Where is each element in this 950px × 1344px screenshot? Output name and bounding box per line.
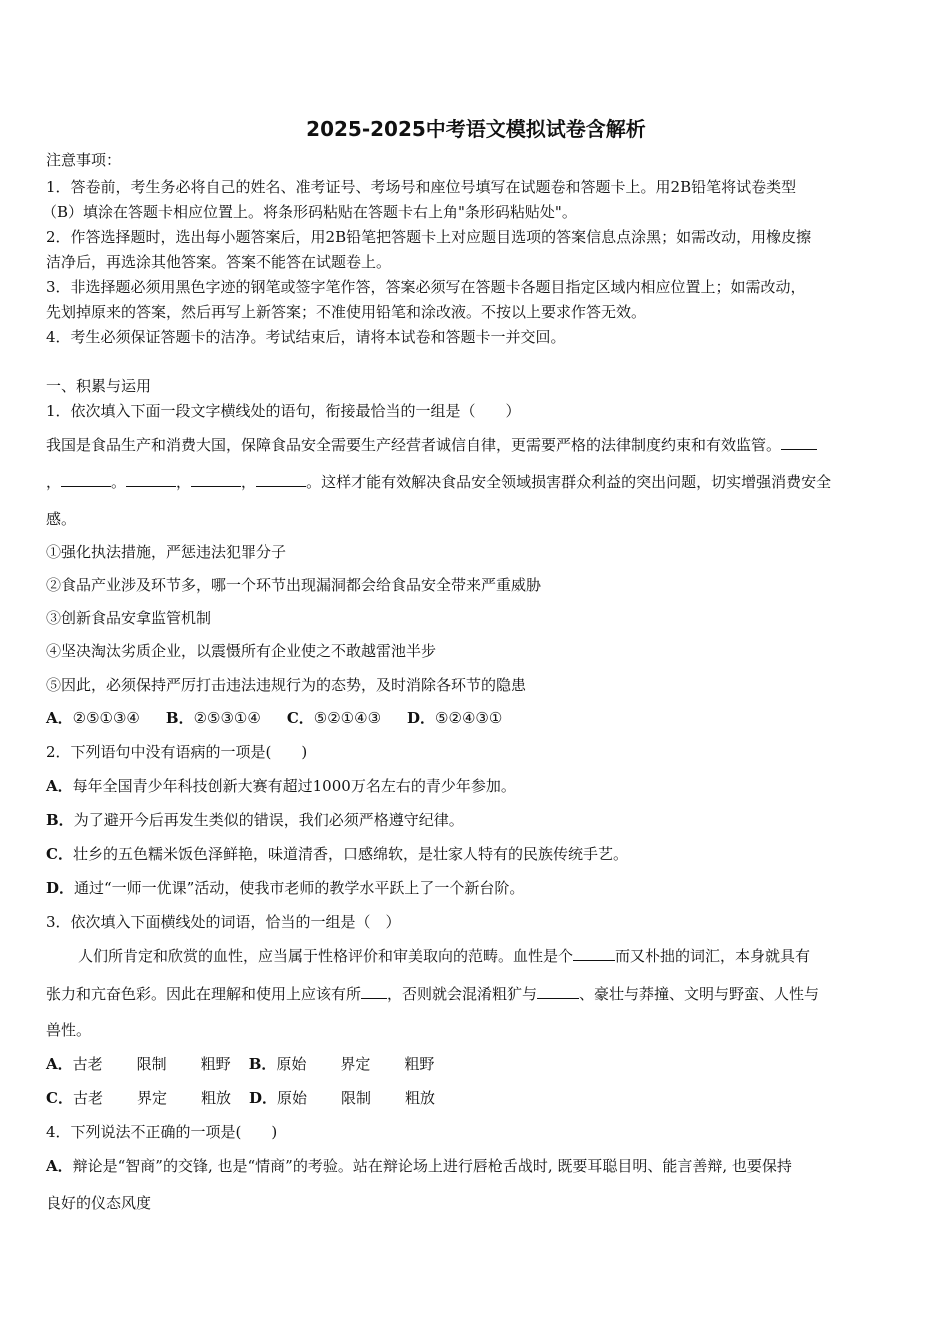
q4-option-a-row[interactable]	[46, 1156, 792, 1176]
q1-comma-1: ，	[46, 473, 62, 491]
notice-item-3-line-2: 先划掉原来的答案，然后再写上新答案；不准使用铅笔和涂改液。不按以上要求作答无效。	[46, 303, 647, 321]
q1-blank-3	[126, 472, 176, 487]
q2-option-b-row[interactable]	[46, 810, 464, 830]
q4-option-a-label: A．	[46, 1157, 73, 1175]
q2-option-c-label: C．	[46, 845, 73, 863]
q1-period-1: 。	[111, 473, 127, 491]
notice-item-1-line-1: 1．答卷前，考生务必将自己的姓名、准考证号、考场号和座位号填写在试题卷和答题卡上。用2B铅笔将试卷类型	[46, 178, 797, 196]
q3-option-c-word-3: 粗放	[200, 1089, 231, 1107]
q3-option-b-label[interactable]: B．	[248, 1055, 277, 1073]
q1-option-b[interactable]: ②⑤③①④	[193, 709, 261, 727]
q1-item-4: ④坚决淘汰劣质企业，以震慑所有企业使之不敢越雷池半步	[46, 642, 437, 660]
q3-paragraph-line-1	[46, 946, 810, 966]
q2-option-c-row[interactable]	[46, 844, 628, 864]
page-title: 2025-2025中考语文模拟试卷含解析	[306, 117, 646, 141]
q3-options-row-1	[46, 1054, 434, 1074]
q1-option-c[interactable]: ⑤②①④③	[313, 709, 382, 727]
notice-item-4: 4．考生必须保证答题卡的洁净。考试结束后，请将本试卷和答题卡一并交回。	[46, 328, 566, 346]
q2-option-b-label: B．	[46, 811, 74, 829]
q2-stem: 2．下列语句中没有语病的一项是( )	[46, 743, 308, 761]
q3-text-1b: 而又朴拙的词汇，本身就具有	[615, 947, 811, 965]
q1-stem: 1．依次填入下面一段文字横线处的语句，衔接最恰当的一组是（ ）	[46, 402, 521, 420]
q1-paragraph-line-3: 感。	[46, 510, 77, 528]
q1-paragraph-line-1	[46, 435, 817, 455]
q3-option-a-word-1: 古老	[72, 1055, 103, 1073]
q3-text-2a: 张力和亢奋色彩。因此在理解和使用上应该有所	[46, 985, 362, 1003]
q3-option-a-word-3: 粗野	[200, 1055, 231, 1073]
q1-options	[46, 708, 502, 728]
q1-option-a-label: A．	[46, 709, 73, 727]
q3-option-c-label[interactable]: C．	[46, 1089, 73, 1107]
q2-option-b: 为了避开今后再发生类似的错误，我们必须严格遵守纪律。	[73, 811, 464, 829]
q1-option-c-label: C．	[286, 709, 314, 727]
q4-option-a-line-2: 良好的仪态风度	[46, 1194, 152, 1212]
q3-option-d-word-1: 原始	[277, 1089, 308, 1107]
q1-blank-5	[256, 472, 306, 487]
q1-comma-3: ，	[241, 473, 257, 491]
q3-option-d-word-2: 限制	[341, 1089, 372, 1107]
q1-comma-2: ，	[176, 473, 192, 491]
q1-option-d-label: D．	[407, 709, 436, 727]
q1-paragraph-line-2	[46, 472, 831, 492]
q2-option-a-row[interactable]	[46, 776, 516, 796]
q1-blank-4	[191, 472, 241, 487]
q2-option-d-label: D．	[46, 879, 75, 897]
q1-blank-1	[781, 435, 817, 450]
q2-option-a: 每年全国青少年科技创新大赛有超过1000万名左右的青少年参加。	[72, 777, 516, 795]
q3-paragraph-line-3: 兽性。	[46, 1021, 92, 1039]
q3-option-d-word-3: 粗放	[405, 1089, 436, 1107]
q4-option-a-line-1: 辩论是“智商”的交锋, 也是“情商”的考验。站在辩论场上进行唇枪舌战时, 既要耳聪目明、能言善辩, 也要保持	[72, 1157, 792, 1175]
section-heading: 一、积累与运用	[46, 377, 152, 395]
q1-paragraph-text-a: 我国是食品生产和消费大国，保障食品安全需要生产经营者诚信自律，更需要严格的法律制度约束和有效监管。	[46, 436, 782, 454]
q3-blank-1	[573, 946, 615, 961]
q3-option-c-word-2: 界定	[136, 1089, 167, 1107]
q3-option-b-word-1: 原始	[276, 1055, 307, 1073]
q3-option-c-word-1: 古老	[72, 1089, 103, 1107]
q1-option-d[interactable]: ⑤②④③①	[435, 709, 503, 727]
q4-stem: 4．下列说法不正确的一项是( )	[46, 1123, 278, 1141]
q2-option-a-label: A．	[46, 777, 73, 795]
notice-item-3-line-1: 3．非选择题必须用黑色字迹的钢笔或签字笔作答，答案必须写在答题卡各题目指定区域内相应位置上；如需改动，	[46, 278, 806, 296]
q2-option-d: 通过“一师一优课”活动，使我市老师的教学水平跃上了一个新台阶。	[74, 879, 525, 897]
notice-item-1-line-2: （B）填涂在答题卡相应位置上。将条形码粘贴在答题卡右上角"条形码粘贴处"。	[42, 203, 577, 221]
q3-text-2b: ，否则就会混淆粗犷与	[387, 985, 538, 1003]
q3-blank-3	[537, 984, 579, 999]
q3-paragraph-line-2	[46, 984, 819, 1004]
q3-option-d-label[interactable]: D．	[249, 1089, 278, 1107]
q2-option-d-row[interactable]	[46, 878, 524, 898]
q1-option-b-label: B．	[165, 709, 194, 727]
q3-blank-2	[361, 984, 387, 999]
q3-stem: 3．依次填入下面横线处的词语，恰当的一组是（ ）	[46, 913, 401, 931]
q3-option-b-word-2: 界定	[340, 1055, 371, 1073]
q3-text-1a: 人们所肯定和欣赏的血性，应当属于性格评价和审美取向的范畴。血性是个	[78, 947, 574, 965]
q3-option-a-word-2: 限制	[136, 1055, 167, 1073]
q1-paragraph-text-b: 。这样才能有效解决食品安全领域损害群众利益的突出问题，切实增强消费安全	[306, 473, 832, 491]
q1-item-2: ②食品产业涉及环节多，哪一个环节出现漏洞都会给食品安全带来严重威胁	[46, 576, 542, 594]
q2-option-c: 壮乡的五色糯米饭色泽鲜艳，味道清香，口感绵软，是壮家人特有的民族传统手艺。	[72, 845, 628, 863]
q3-options-row-2	[46, 1088, 435, 1108]
q3-option-a-label[interactable]: A．	[46, 1055, 73, 1073]
q1-blank-2	[61, 472, 111, 487]
notice-heading: 注意事项：	[46, 151, 122, 169]
q3-text-2c: 、豪壮与莽撞、文明与野蛮、人性与	[579, 985, 820, 1003]
q1-option-a[interactable]: ②⑤①③④	[72, 709, 140, 727]
q1-item-5: ⑤因此，必须保持严厉打击违法违规行为的态势，及时消除各环节的隐患	[46, 676, 527, 694]
q1-item-1: ①强化执法措施，严惩违法犯罪分子	[46, 543, 287, 561]
notice-item-2-line-1: 2．作答选择题时，选出每小题答案后，用2B铅笔把答题卡上对应题目选项的答案信息点涂黑；如需改动，用橡皮擦	[46, 228, 812, 246]
notice-item-2-line-2: 洁净后，再选涂其他答案。答案不能答在试题卷上。	[46, 253, 392, 271]
q3-option-b-word-3: 粗野	[404, 1055, 435, 1073]
q1-item-3: ③创新食品安拿监管机制	[46, 609, 212, 627]
